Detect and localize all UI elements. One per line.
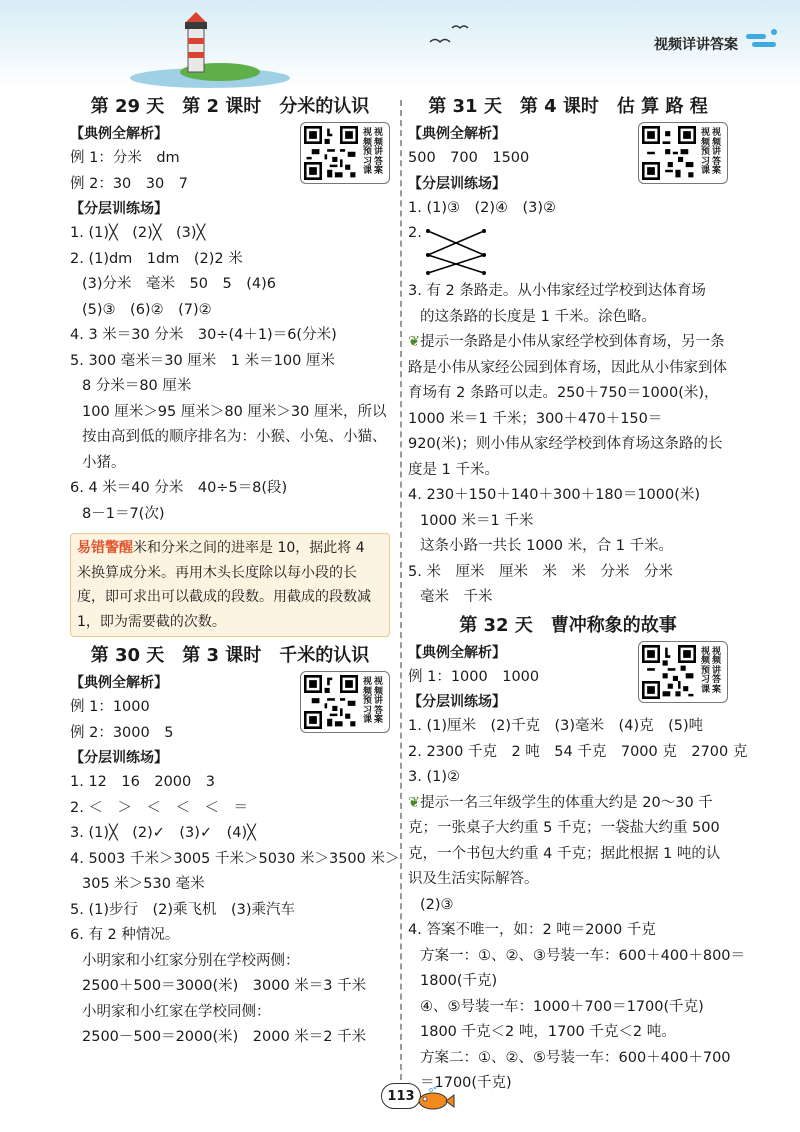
answer-line: 2500＋500＝3000(米) 3000 米＝3 千米	[82, 978, 367, 994]
answer-line: 1. (1)厘米 (2)千克 (3)毫米 (4)克 (5)吨	[408, 718, 704, 734]
fish-decoration-icon	[415, 1086, 455, 1112]
answer-line: 3. (1)②	[408, 769, 460, 785]
section-title-day31: 第 31 天 第 4 课时 估 算 路 程	[428, 96, 708, 117]
answer-line: 3. (1)╳ (2)✓ (3)✓ (4)╳	[70, 825, 256, 841]
answer-line: 6. 有 2 种情况。	[70, 927, 180, 943]
answer-line: 1000 米＝1 千米	[420, 512, 534, 529]
example-2: 例 2：3000 5	[70, 724, 174, 741]
answer-line: 2. ＜ ＞ ＜ ＜ ＜ ＝	[70, 799, 248, 816]
practice-heading: 【分层训练场】	[70, 201, 168, 217]
answer-line: (3)分米 毫米 50 5 (4)6	[82, 276, 276, 292]
example-1: 例 1：1000	[70, 699, 150, 715]
answer-line: 方案二：①、②、⑤号装一车：600＋400＋700	[420, 1049, 731, 1066]
answer-line: 1. (1)③ (2)④ (3)②	[408, 199, 557, 216]
section-title-day32: 第 32 天 曹冲称象的故事	[459, 614, 677, 636]
leaf-icon: ❦	[408, 794, 421, 811]
answer-line: (2)③	[420, 896, 454, 913]
warning-text: 米和分米之间的进率是 10，据此将 4 米换算成分米。再用木头长度除以每小段的长度，即可求出可以截成的段数。用截成的段数减 1，即为需要截的次数。	[77, 540, 371, 630]
hint-paragraph: ❦提示一名三年级学生的体重大约是 20～30 千克；一张桌子大约重 5 千克；一袋盐大约重 500 克，一个书包大约重 4 千克；据此根据 1 吨的认识及生活实际解答。	[408, 794, 721, 887]
answer-line: 5. (1)步行 (2)乘飞机 (3)乘汽车	[70, 901, 296, 918]
qr-code-video[interactable]	[638, 641, 728, 703]
answer-line: 8－1＝7(次)	[82, 505, 165, 522]
answer-line: 305 米＞530 毫米	[82, 876, 205, 892]
answer-line: ＝1700(千克)	[420, 1075, 512, 1091]
answer-line: 1800 千克＜2 吨，1700 千克＜2 吨。	[420, 1024, 676, 1040]
typical-heading: 【典例全解析】	[70, 126, 168, 142]
answer-line: 2.	[408, 225, 422, 241]
typical-heading: 【典例全解析】	[408, 644, 506, 661]
answer-line: 这条小路一共长 1000 米，合 1 千米。	[420, 538, 674, 554]
answer-line: 4. 230＋150＋140＋300＋180＝1000(米)	[408, 487, 701, 503]
matching-lines-icon	[422, 221, 502, 279]
answer-line: 按由高到低的顺序排名为：小猴、小兔、小猫、	[82, 429, 387, 445]
answer-line: 5. 300 毫米＝30 厘米 1 米＝100 厘米	[70, 352, 335, 369]
qr-code-icon	[642, 645, 696, 699]
matching-lines-figure	[408, 221, 728, 279]
left-column	[70, 92, 400, 1051]
answer-line: 5. 米 厘米 厘米 米 米 分米 分米	[408, 563, 673, 580]
qr-code-icon	[304, 126, 358, 180]
qr-code-video[interactable]	[300, 671, 390, 733]
answer-line: 毫米 千米	[420, 589, 493, 605]
answer-line: 小明家和小红家在学校同侧：	[82, 1003, 271, 1020]
answer-line: 6. 4 米＝40 分米 40÷5＝8(段)	[70, 480, 288, 496]
answer-line: 8 分米＝80 厘米	[82, 378, 192, 394]
answer-line: 3. 有 2 条路走。从小伟家经过学校到达体育场	[408, 283, 706, 299]
example-1: 例 1：1000 1000	[408, 668, 540, 685]
warning-tag: 易错警醒	[77, 540, 133, 556]
answer-line: 小猪。	[82, 454, 126, 471]
example-1: 500 700 1500	[408, 150, 530, 166]
answer-line: 1. (1)╳ (2)╳ (3)╳	[70, 225, 206, 241]
header-title: 视频详讲答案	[654, 37, 738, 53]
right-column	[408, 92, 748, 1097]
answer-line: 4. 3 米＝30 分米 30÷(4＋1)＝6(分米)	[70, 327, 337, 343]
hint-paragraph: ❦提示一条路是小伟从家经学校到体育场，另一条路是小伟从家经公园到体育场，因此从小伟家到体育场有 2 条路可以走。250＋750＝1000(米)，1000 米＝1 千米；300＋470＋150＝920(米)；则小伟从家经学校到体育场这条路的长度是 1 千米。	[408, 334, 727, 478]
practice-heading: 【分层训练场】	[408, 175, 506, 192]
typical-heading: 【典例全解析】	[408, 126, 506, 142]
header-logo-icon	[744, 26, 780, 56]
qr-code-icon	[642, 126, 696, 180]
answer-line: ④、⑤号装一车：1000＋700＝1700(千克)	[420, 998, 704, 1015]
answer-line: 1. 12 16 2000 3	[70, 774, 215, 790]
example-2: 例 2：30 30 7	[70, 175, 188, 192]
answer-line: 4. 5003 千米＞3005 千米＞5030 米＞3500 米＞	[70, 850, 400, 867]
qr-label: 视 频 预 习 课 视 频 讲 答 案	[362, 128, 383, 177]
header-band	[0, 0, 800, 88]
section-title-day30: 第 30 天 第 3 课时 千米的认识	[90, 645, 370, 666]
example-1: 例 1：分米 dm	[70, 150, 180, 166]
qr-label: 视 频 预 习 课 视 频 讲 答 案	[700, 128, 721, 177]
qr-code-video[interactable]	[300, 122, 390, 184]
answer-line: 方案一：①、②、③号装一车：600＋400＋800＝	[420, 947, 746, 964]
answer-line: (5)③ (6)② (7)②	[82, 301, 212, 318]
answer-line: 的这条路的长度是 1 千米。涂色略。	[420, 308, 656, 325]
qr-label: 视 频 预 习 课 视 频 讲 答 案	[362, 677, 383, 726]
answer-line: 100 厘米＞95 厘米＞80 厘米＞30 厘米，所以	[82, 403, 387, 420]
answer-line: 2. (1)dm 1dm (2)2 米	[70, 250, 243, 267]
page-number: 113	[381, 1083, 421, 1109]
leaf-icon: ❦	[408, 334, 421, 350]
qr-code-icon	[304, 675, 358, 729]
answer-line: 2. 2300 千克 2 吨 54 千克 7000 克 2700 克	[408, 743, 748, 760]
answer-line: 1800(千克)	[420, 973, 498, 989]
column-divider	[400, 100, 402, 1080]
practice-heading: 【分层训练场】	[408, 694, 506, 710]
qr-label: 视 频 预 习 课 视 频 讲 答 案	[700, 646, 721, 695]
answer-line: 2500－500＝2000(米) 2000 米＝2 千米	[82, 1029, 367, 1045]
section-title-day29: 第 29 天 第 2 课时 分米的认识	[90, 96, 370, 117]
answer-line: 小明家和小红家分别在学校两侧：	[82, 952, 300, 969]
answer-line: 4. 答案不唯一，如：2 吨＝2000 千克	[408, 922, 656, 938]
qr-code-video[interactable]	[638, 122, 728, 184]
mistake-warning-box	[70, 533, 390, 637]
typical-heading: 【典例全解析】	[70, 675, 168, 691]
practice-heading: 【分层训练场】	[70, 750, 168, 766]
